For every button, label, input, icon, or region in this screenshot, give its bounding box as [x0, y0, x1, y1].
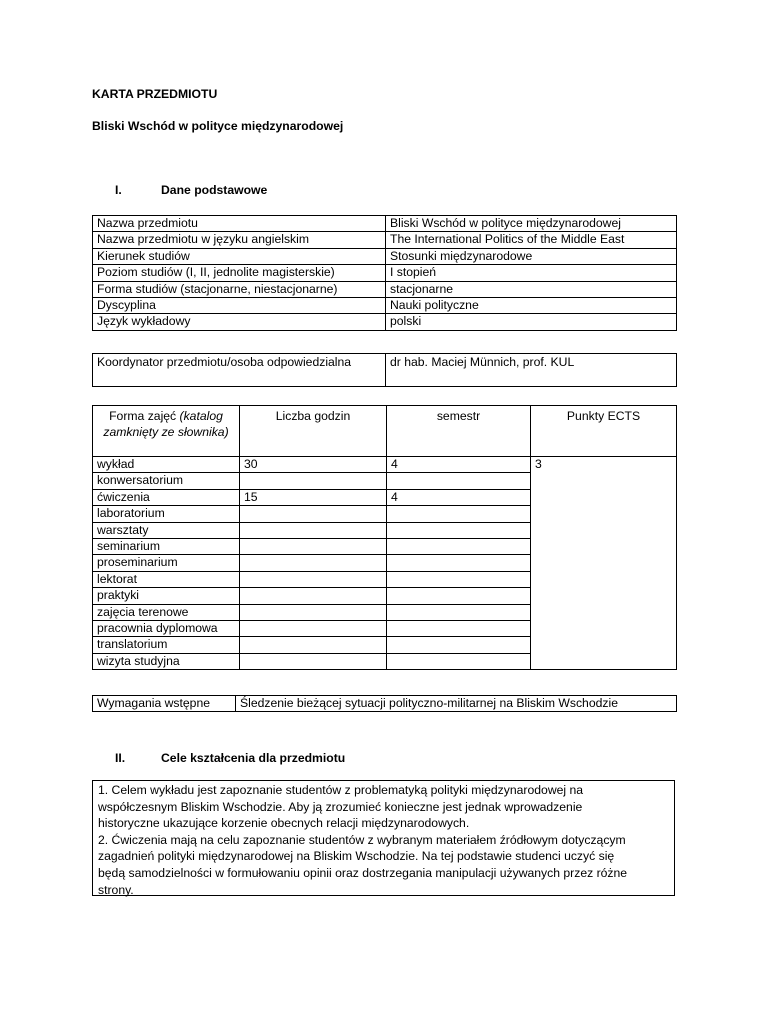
goals-line: 2. Ćwiczenia mają na celu zapoznanie studentów z wybranym materiałem źródłowym dotyczącym [98, 832, 626, 847]
course-forms-table [92, 405, 677, 670]
basic-info-label: Nazwa przedmiotu w języku angielskim [93, 232, 386, 248]
section-1-number: I. [115, 183, 122, 197]
course-form: warsztaty [93, 522, 240, 538]
basic-info-value: stacjonarne [386, 281, 677, 297]
basic-info-value: Nauki polityczne [386, 298, 677, 314]
course-semester [387, 571, 531, 587]
course-hours [240, 473, 387, 489]
header-form-label: Forma zajęć [109, 409, 180, 423]
goals-line: 1. Celem wykładu jest zapoznanie studentów z problematyką polityki międzynarodowej na [98, 783, 584, 797]
course-hours [240, 555, 387, 571]
header-ects: Punkty ECTS [531, 406, 677, 457]
ects-value: 3 [531, 457, 677, 670]
course-form: ćwiczenia [93, 489, 240, 505]
basic-info-table [92, 215, 677, 331]
goals-line: strony. [98, 882, 134, 897]
basic-info-value: Stosunki międzynarodowe [386, 248, 677, 264]
basic-info-value: polski [386, 314, 677, 330]
table-row [93, 457, 677, 473]
course-semester: 4 [387, 457, 531, 473]
course-semester [387, 621, 531, 637]
header-hours: Liczba godzin [240, 406, 387, 457]
table-row [93, 281, 677, 297]
course-hours [240, 604, 387, 620]
course-hours [240, 539, 387, 555]
course-form: pracownia dyplomowa [93, 621, 240, 637]
course-hours [240, 621, 387, 637]
course-semester [387, 539, 531, 555]
course-form: praktyki [93, 588, 240, 604]
goals-line: zagadnień polityki międzynarodowej na Bliskim Wschodzie. Na tej podstawie studenci uczyć się [98, 849, 615, 864]
basic-info-label: Nazwa przedmiotu [93, 216, 386, 232]
course-form: lektorat [93, 571, 240, 587]
course-form: proseminarium [93, 555, 240, 571]
section-2-title: Cele kształcenia dla przedmiotu [161, 751, 346, 765]
subject-title: Bliski Wschód w polityce międzynarodowej [92, 119, 344, 133]
course-hours: 15 [240, 489, 387, 505]
table-row [93, 265, 677, 281]
course-form: seminarium [93, 539, 240, 555]
course-semester: 4 [387, 489, 531, 505]
goals-box [92, 780, 675, 896]
course-semester [387, 473, 531, 489]
requirements-value: Śledzenie bieżącej sytuacji polityczno-militarnej na Bliskim Wschodzie [236, 696, 677, 712]
course-semester [387, 506, 531, 522]
basic-info-label: Forma studiów (stacjonarne, niestacjonarne) [93, 281, 386, 297]
course-semester [387, 588, 531, 604]
table-row [93, 354, 677, 387]
table-row [93, 696, 677, 712]
course-hours [240, 588, 387, 604]
basic-info-value: Bliski Wschód w polityce międzynarodowej [386, 216, 677, 232]
table-header-row [93, 406, 677, 457]
course-hours [240, 653, 387, 669]
basic-info-label: Poziom studiów (I, II, jednolite magisterskie) [93, 265, 386, 281]
course-form: konwersatorium [93, 473, 240, 489]
course-hours [240, 522, 387, 538]
section-1-title: Dane podstawowe [161, 183, 268, 197]
coordinator-table [92, 353, 677, 387]
course-semester [387, 653, 531, 669]
table-row [93, 314, 677, 330]
coordinator-value: dr hab. Maciej Münnich, prof. KUL [386, 354, 677, 387]
header-form-note: (katalog zamknięty ze słownika) [103, 409, 229, 439]
course-form: wizyta studyjna [93, 653, 240, 669]
course-semester [387, 604, 531, 620]
basic-info-label: Język wykładowy [93, 314, 386, 330]
basic-info-label: Dyscyplina [93, 298, 386, 314]
goals-line: historyczne ukazujące korzenie obecnych relacji międzynarodowych. [98, 816, 470, 831]
course-hours [240, 571, 387, 587]
table-row [93, 298, 677, 314]
course-form: laboratorium [93, 506, 240, 522]
basic-info-value: I stopień [386, 265, 677, 281]
course-semester [387, 637, 531, 653]
table-row [93, 216, 677, 232]
header-semester: semestr [387, 406, 531, 457]
goals-line: współczesnym Bliskim Wschodzie. Aby ją zrozumieć konieczne jest jednak wprowadzenie [98, 799, 583, 814]
table-row [93, 248, 677, 264]
course-form: zajęcia terenowe [93, 604, 240, 620]
course-hours [240, 506, 387, 522]
document-title: KARTA PRZEDMIOTU [92, 87, 218, 101]
requirements-label: Wymagania wstępne [93, 696, 236, 712]
table-row [93, 232, 677, 248]
section-2-number: II. [115, 751, 126, 765]
basic-info-value: The International Politics of the Middle East [386, 232, 677, 248]
course-semester [387, 522, 531, 538]
course-hours [240, 637, 387, 653]
course-form: translatorium [93, 637, 240, 653]
requirements-table [92, 695, 677, 712]
course-semester [387, 555, 531, 571]
course-hours: 30 [240, 457, 387, 473]
course-form: wykład [93, 457, 240, 473]
basic-info-label: Kierunek studiów [93, 248, 386, 264]
header-form [93, 406, 240, 457]
goals-line: będą samodzielności w formułowaniu opinii oraz dostrzegania manipulacji używanych przez różne [98, 865, 628, 880]
coordinator-label: Koordynator przedmiotu/osoba odpowiedzialna [93, 354, 386, 387]
